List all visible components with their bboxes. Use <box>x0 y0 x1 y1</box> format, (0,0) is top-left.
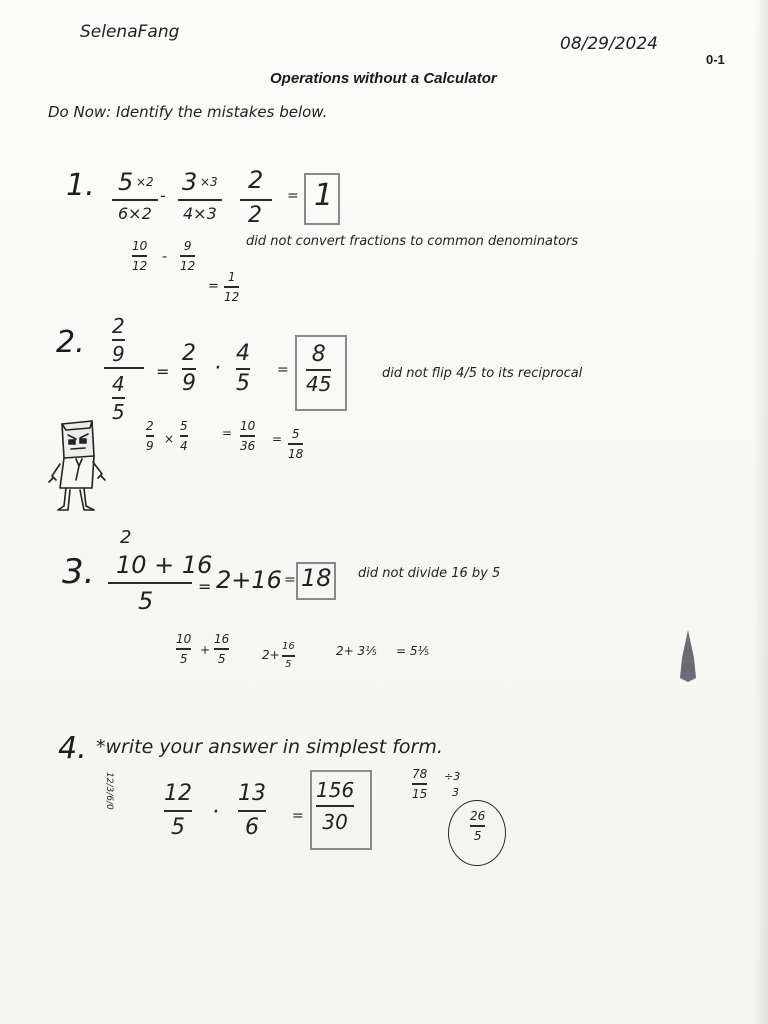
p1-minus-sign: - <box>160 186 166 205</box>
p1-mistake-note: did not convert fractions to common denominators <box>246 234 579 249</box>
problem-3-label: 3. <box>62 552 95 592</box>
p3-equals-2: = <box>284 572 296 588</box>
p4-work-fraction: 78 15 <box>412 767 428 801</box>
p1-work-fraction-b: 9 12 <box>180 239 196 273</box>
pencil-smudge-icon <box>676 628 700 684</box>
p3-cancel-result: 2 <box>120 527 132 548</box>
p1-work-result: 1 12 <box>224 270 240 304</box>
worksheet-date: 08/29/2024 <box>560 34 658 54</box>
p1-c-denominator: 2 <box>248 203 262 228</box>
worksheet-code: 0-1 <box>706 52 725 67</box>
p2-dot: · <box>214 356 221 381</box>
p1-a-fraction-bar <box>112 199 158 201</box>
p2-work-times: × <box>164 432 175 446</box>
p2-b-fraction: 4 5 <box>236 341 250 396</box>
p4-a-fraction: 12 5 <box>164 781 192 840</box>
p3-work-plus: + <box>200 643 211 657</box>
p1-b-fraction-bar <box>178 199 222 201</box>
p3-work-step-2: 2+ <box>262 648 280 662</box>
p3-answer: 18 <box>301 564 332 592</box>
p1-a-denominator: 6×2 <box>118 204 152 223</box>
p4-final-fraction: 26 5 <box>470 809 486 843</box>
problem-1-label: 1. <box>66 168 95 203</box>
p3-work-step-4: = 5⅕ <box>396 644 430 658</box>
p4-work-divide: ÷3 <box>444 770 461 783</box>
p2-work-fraction-b: 5 4 <box>180 419 188 453</box>
p2-mistake-note: did not flip 4/5 to its reciprocal <box>382 366 583 381</box>
p3-equals: = <box>198 577 212 596</box>
p1-work-equals: = <box>208 279 219 294</box>
p4-instruction: *write your answer in simplest form. <box>96 736 443 758</box>
paper-edge-shadow <box>754 0 768 1024</box>
p1-b-multiplier: ×3 <box>200 175 218 189</box>
do-now-instruction: Do Now: Identify the mistakes below. <box>48 103 328 121</box>
p3-work-fraction-b: 16 5 <box>214 632 230 666</box>
p2-equals-2: = <box>277 362 289 378</box>
p3-work-fraction-a: 10 5 <box>176 632 192 666</box>
p1-c-numerator: 2 <box>248 166 264 194</box>
p4-work-divide-b: 3 <box>452 786 459 799</box>
p2-work-fraction-c: 10 36 <box>240 419 256 453</box>
p2-equals: = <box>156 362 170 381</box>
p2-work-equals: = <box>222 426 233 440</box>
p1-a-numerator: 5 <box>118 168 134 196</box>
p1-answer: 1 <box>314 178 334 213</box>
p3-middle-step: 2+16 <box>216 566 282 594</box>
p4-side-work: 12/3/6/0 <box>104 772 114 810</box>
p4-b-fraction: 13 6 <box>238 781 266 840</box>
problem-2-label: 2. <box>56 325 85 360</box>
p3-mistake-note: did not divide 16 by 5 <box>358 566 501 581</box>
p2-main-fraction-bar <box>104 367 144 369</box>
p2-a-fraction: 2 9 <box>182 341 196 396</box>
p3-numerator: 10 + 16 <box>116 551 213 579</box>
p4-answer-fraction: 156 30 <box>316 778 355 834</box>
worksheet-title: Operations without a Calculator <box>270 70 497 87</box>
p2-work-equals-2: = <box>272 432 283 446</box>
p3-denominator: 5 <box>138 587 154 615</box>
problem-4-label: 4. <box>58 731 87 766</box>
p3-fraction-bar <box>108 582 192 584</box>
student-name: SelenaFang <box>80 22 180 42</box>
p2-work-fraction-a: 2 9 <box>146 419 154 453</box>
p2-work-fraction-d: 5 18 <box>288 427 304 461</box>
p2-answer-fraction: 8 45 <box>306 342 332 396</box>
p1-equals: = <box>287 188 299 204</box>
p2-bottom-fraction: 4 5 <box>112 372 125 424</box>
p1-b-denominator: 4×3 <box>183 204 217 223</box>
p4-equals: = <box>292 808 304 824</box>
p1-a-multiplier: ×2 <box>136 175 154 189</box>
p1-work-minus: - <box>162 249 168 265</box>
p1-c-fraction-bar <box>240 199 272 201</box>
p2-top-fraction: 2 9 <box>112 314 125 366</box>
p1-b-numerator: 3 <box>182 168 198 196</box>
p3-work-step-3: 2+ 3⅕ <box>336 644 377 658</box>
p1-work-fraction-a: 10 12 <box>132 239 148 273</box>
p4-dot: · <box>212 800 219 825</box>
p3-work-step-2-fraction: 16 5 <box>282 641 295 670</box>
robot-doodle-icon <box>46 418 108 514</box>
